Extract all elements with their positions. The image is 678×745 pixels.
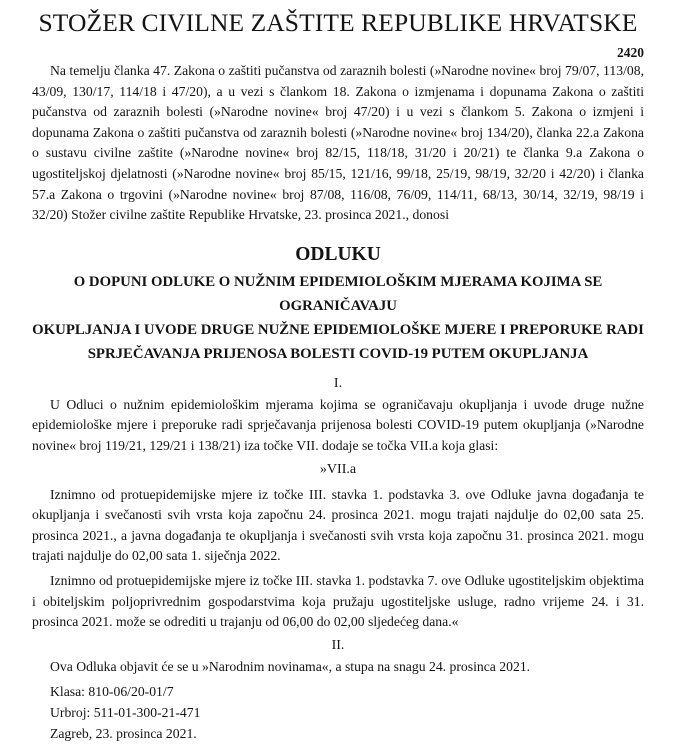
decision-subtitle [32,270,644,366]
decision-subtitle-line: SPRJEČAVANJA PRIJENOSA BOLESTI COVID-19 PUTEM OKUPLJANJA [87,345,589,362]
page-number: 2420 [617,45,644,60]
klasa-line: Klasa: 810-06/20-01/7 [50,684,174,700]
document-footer [32,682,644,744]
section-ii-paragraph: Ova Odluka objavit će se u »Narodnim novinama«, a stupa na snagu 24. prosinca 2021. [50,658,531,674]
inserted-article-heading: »VII.a [319,461,357,477]
urbroj-line: Urbroj: 511-01-300-21-471 [50,705,201,721]
section-i-paragraph: U Odluci o nužnim epidemiološkim mjerama kojima se ograničavaju okupljanja i uvode druge nužne epidemiološke mjere i preporuke radi sprječavanja prijenosa bolesti COVID-19 putem okupljanja (»Narodne novine« broj 119/21, 129/21 i 138/21) iza točke VII. dodaje se točka VII.a koja glasi: [32,396,644,453]
section-heading-ii: II. [331,637,345,653]
decision-subtitle-line: O DOPUNI ODLUKE O NUŽNIM EPIDEMIOLOŠKIM MJERAMA KOJIMA SE OGRANIČAVAJU [73,273,603,314]
inserted-article-paragraph-1: Iznimno od protuepidemijske mjere iz točke III. stavka 1. podstavka 3. ove Odluke javna događanja te okupljanja i svečanosti svih vrsta koja započnu 24. prosinca 2021. mogu trajati najdulje do 02,00 sata 25. prosinca 2021., a javna događanja te okupljanja i svečanosti svih vrsta koja započnu 31. prosinca 2021. mogu trajati najdulje do 02,00 sata 1. siječnja 2022. [32,486,644,564]
section-heading-i: I. [333,375,343,391]
inserted-article-paragraph-2: Iznimno od protuepidemijske mjere iz točke III. stavka 1. podstavka 7. ove Odluke ugostiteljskim objektima i obiteljskim poljoprivrednim gospodarstvima koja pružaju ugostiteljske usluge, radno vrijeme 24. i 31. prosinca 2021. može se odrediti u trajanju od 06,00 do 02,00 sljedećeg dana.« [32,572,644,630]
decision-subtitle-line: OKUPLJANJA I UVODE DRUGE NUŽNE EPIDEMIOLOŠKE MJERE I PREPORUKE RADI [32,321,644,338]
decision-title: ODLUKU [295,243,381,265]
issuer-header: STOŽER CIVILNE ZAŠTITE REPUBLIKE HRVATSKE [38,8,638,37]
legal-basis-paragraph: Na temelju članka 47. Zakona o zaštiti pučanstva od zaraznih bolesti (»Narodne novine« broj 79/07, 113/08, 43/09, 130/17, 114/18 i 47/20), a u vezi s člankom 18. Zakona o izmjenama i dopunama Zakona o zaštiti pučanstva od zaraznih bolesti (»Narodne novine« broj 47/20) i u vezi s člankom 5. Zakona o izmjeni i dopunama Zakona o zaštiti pučanstva od zaraznih bolesti (»Narodne novine« broj 134/20), članka 22.a Zakona o sustavu civilne zaštite (»Narodne novine« broj 82/15, 118/18, 31/20 i 20/21) te članka 9.a Zakona o ugostiteljskoj djelatnosti (»Narodne novine« broj 85/15, 121/16, 99/18, 25/19, 98/19, 32/20 i 42/20) i članka 57.a Zakona o trgovini (»Narodne novine« broj 87/08, 116/08, 76/09, 114/11, 68/13, 30/14, 32/19, 98/19 i 32/20) Stožer civilne zaštite Republike Hrvatske, 23. prosinca 2021., donosi [32,63,644,223]
place-date-line: Zagreb, 23. prosinca 2021. [50,725,197,741]
